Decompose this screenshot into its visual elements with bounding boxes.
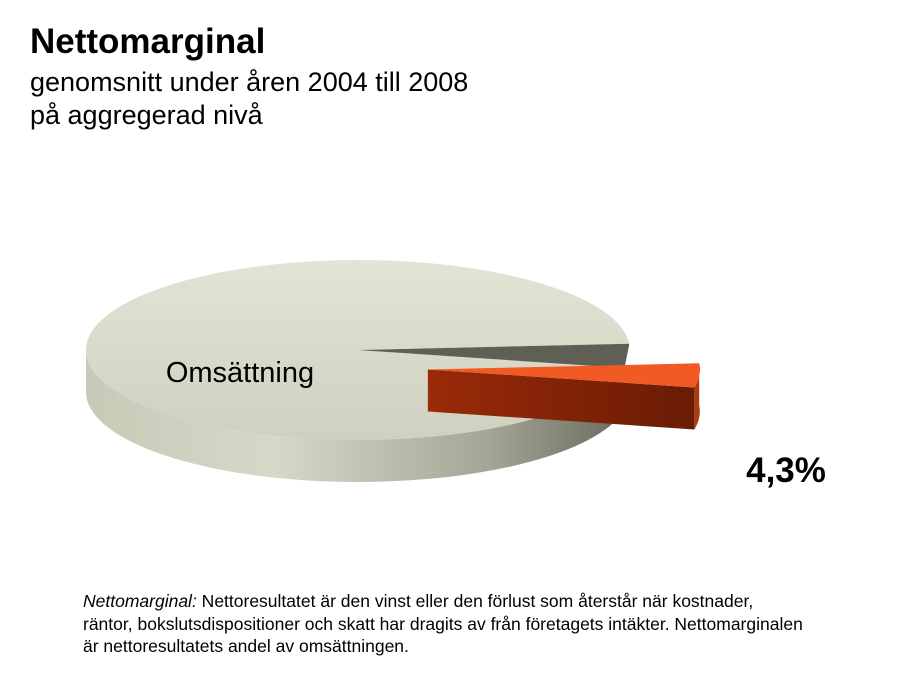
pie-root (86, 260, 826, 490)
slice-label-omsattning: Omsättning (165, 357, 315, 389)
subtitle-line-1: genomsnitt under åren 2004 till 2008 (30, 67, 469, 97)
subtitle-line-2: på aggregerad nivå (30, 100, 263, 130)
footnote-term: Nettomarginal: (83, 591, 197, 611)
slice-label-small: 4,3% (746, 451, 826, 490)
footnote (83, 590, 803, 658)
footnote-text: Nettoresultatet är den vinst eller den förlust som återstår när kostnader, räntor, bokslutsdispositioner och skatt har dragits av från företagets intäkter. Nettomarginalen är nettoresultatets andel av omsättningen. (83, 591, 803, 656)
chart-title: Nettomarginal (30, 22, 266, 61)
